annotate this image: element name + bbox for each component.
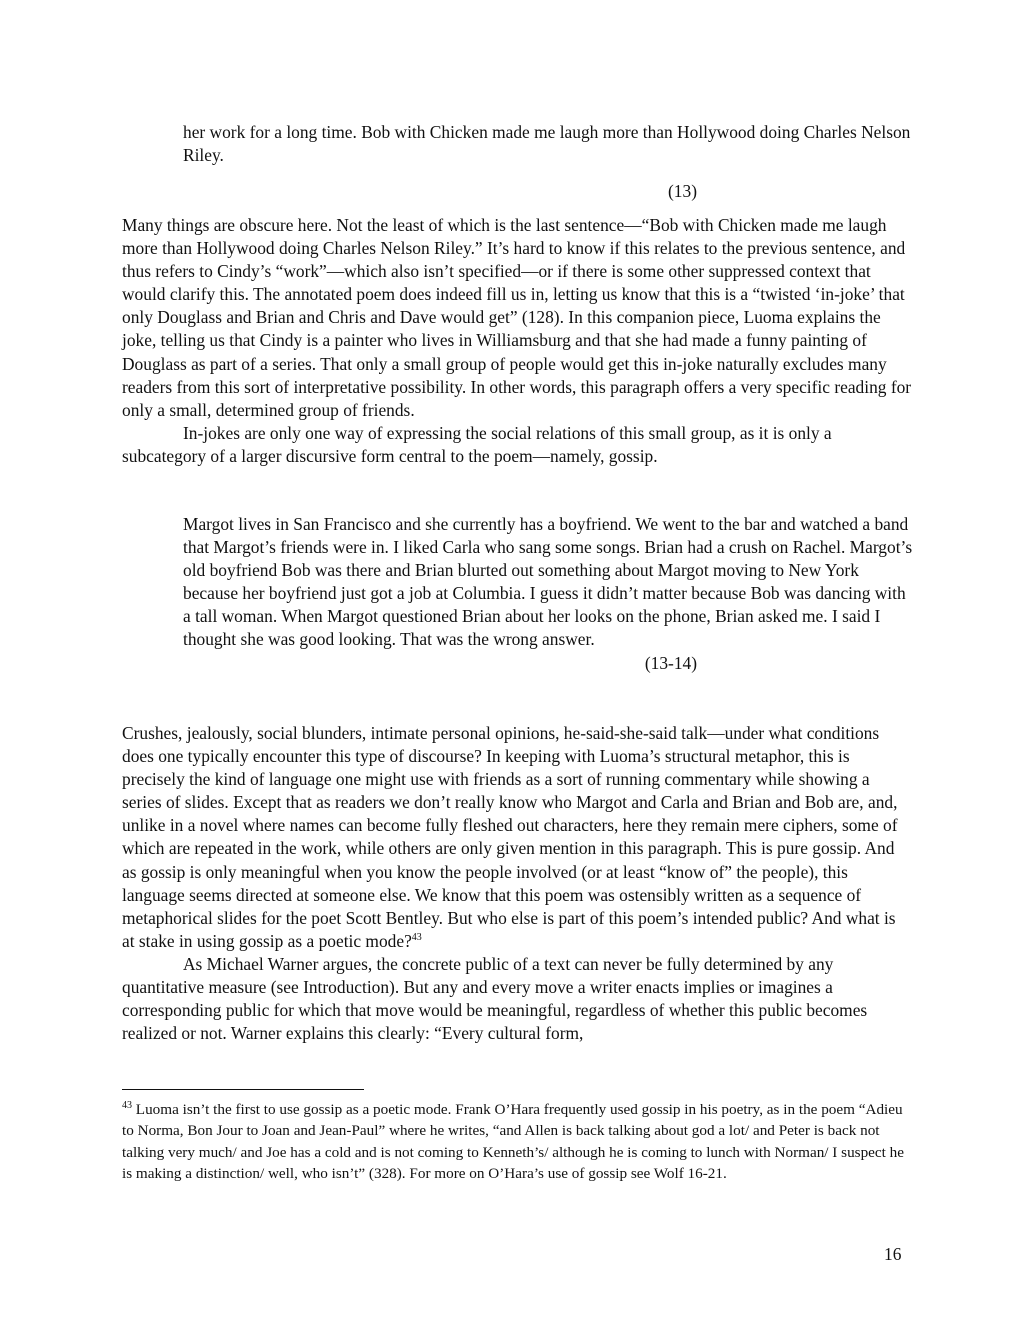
block-quote-1-citation: (13) [668, 181, 697, 202]
footnote-text: Luoma isn’t the first to use gossip as a poetic mode. Frank O’Hara frequently used gossip in his poetry, as in the poem “Adieu to Norma, Bon Jour to Joan and Jean-Paul” where he writes, “and Allen is back talking about god a lot/ and Peter is back not talking very much/ and Joe has a cold and is not coming to Kenneth’s/ although he is coming to lunch with Norman/ I suspect he is making a distinction/ well, who isn’t” (328). For more on O’Hara’s use of gossip see Wolf 16-21. [122, 1101, 905, 1182]
block-quote-2-citation: (13-14) [644, 652, 697, 673]
page-number: 16 [884, 1244, 902, 1264]
body-paragraph-4: As Michael Warner argues, the concrete public of a text can never be fully determined by any quantitative measure (see Introduction). But any and every move a writer enacts implies or imagines a corresponding public for which that move would be meaningful, regardless of whether this public becomes realized or not. Warner explains this clearly: “Every cultural form, [122, 953, 868, 1044]
footnote [122, 1099, 914, 1184]
body-paragraph-3 [122, 722, 912, 953]
footnote-reference[interactable]: 43 [411, 932, 422, 944]
body-paragraph-3-text: Crushes, jealously, social blunders, intimate personal opinions, he-said-she-said talk—under what conditions does one typically encounter this type of discourse? In keeping with Luoma’s structural metaphor, this is precisely the kind of language one might use with friends as a sort of running commentary while showing a series of slides. Except that as readers we don’t really know who Margot and Carla and Brian and Bob are, and, unlike in a novel where names can become fully fleshed out characters, here they remain mere ciphers, some of which are repeated in the work, while others are only given mention in this paragraph. This is pure gossip. And as gossip is only meaningful when you know the people involved (or at least “know of” the people), this language seems directed at someone else. We know that this poem was ostensibly written as a sequence of metaphorical slides for the poet Scott Bentley. But who else is part of this poem’s intended public? And what is at stake in using gossip as a poetic mode? [122, 723, 898, 951]
block-quote-2-text: Margot lives in San Francisco and she currently has a boyfriend. We went to the bar and watched a band that Margot’s friends were in. I liked Carla who sang some songs. Brian had a crush on Rachel. Margot’s old boyfriend Bob was there and Brian blurted out something about Margot moving to New York because her boyfriend just got a job at Columbia. I guess it didn’t matter because Bob was dancing with a tall woman. When Margot questioned Brian about her looks on the phone, Brian asked me. I said I thought she was good looking. That was the wrong answer. [183, 514, 913, 650]
body-paragraph-2: In-jokes are only one way of expressing the social relations of this small group, as it is only a subcategory of a larger discursive form central to the poem—namely, gossip. [122, 422, 832, 466]
block-quote-1 [183, 121, 913, 203]
body-section-1 [122, 214, 912, 468]
footnote-number: 43 [122, 1099, 132, 1111]
body-paragraph-1: Many things are obscure here. Not the least of which is the last sentence—“Bob with Chicken made me laugh more than Hollywood doing Charles Nelson Riley.” It’s hard to know if this relates to the previous sentence, and thus refers to Cindy’s “work”—which also isn’t specified—or if there is some other suppressed context that would clarify this. The annotated poem does indeed fill us in, letting us know that this is a “twisted ‘in-joke’ that only Douglass and Brian and Chris and Dave would get” (128). In this companion piece, Luoma explains the joke, telling us that Cindy is a painter who lives in Williamsburg and that she had made a funny painting of Douglass as part of a series. That only a small group of people would get this in-joke naturally excludes many readers from this sort of interpretative possibility. In other words, this paragraph offers a very specific reading for only a small, determined group of friends. [122, 215, 912, 420]
footnote-divider [122, 1089, 364, 1090]
block-quote-1-text: her work for a long time. Bob with Chicken made me laugh more than Hollywood doing Charles Nelson Riley. [183, 122, 911, 166]
body-section-2 [122, 722, 912, 1045]
block-quote-2 [183, 513, 913, 675]
